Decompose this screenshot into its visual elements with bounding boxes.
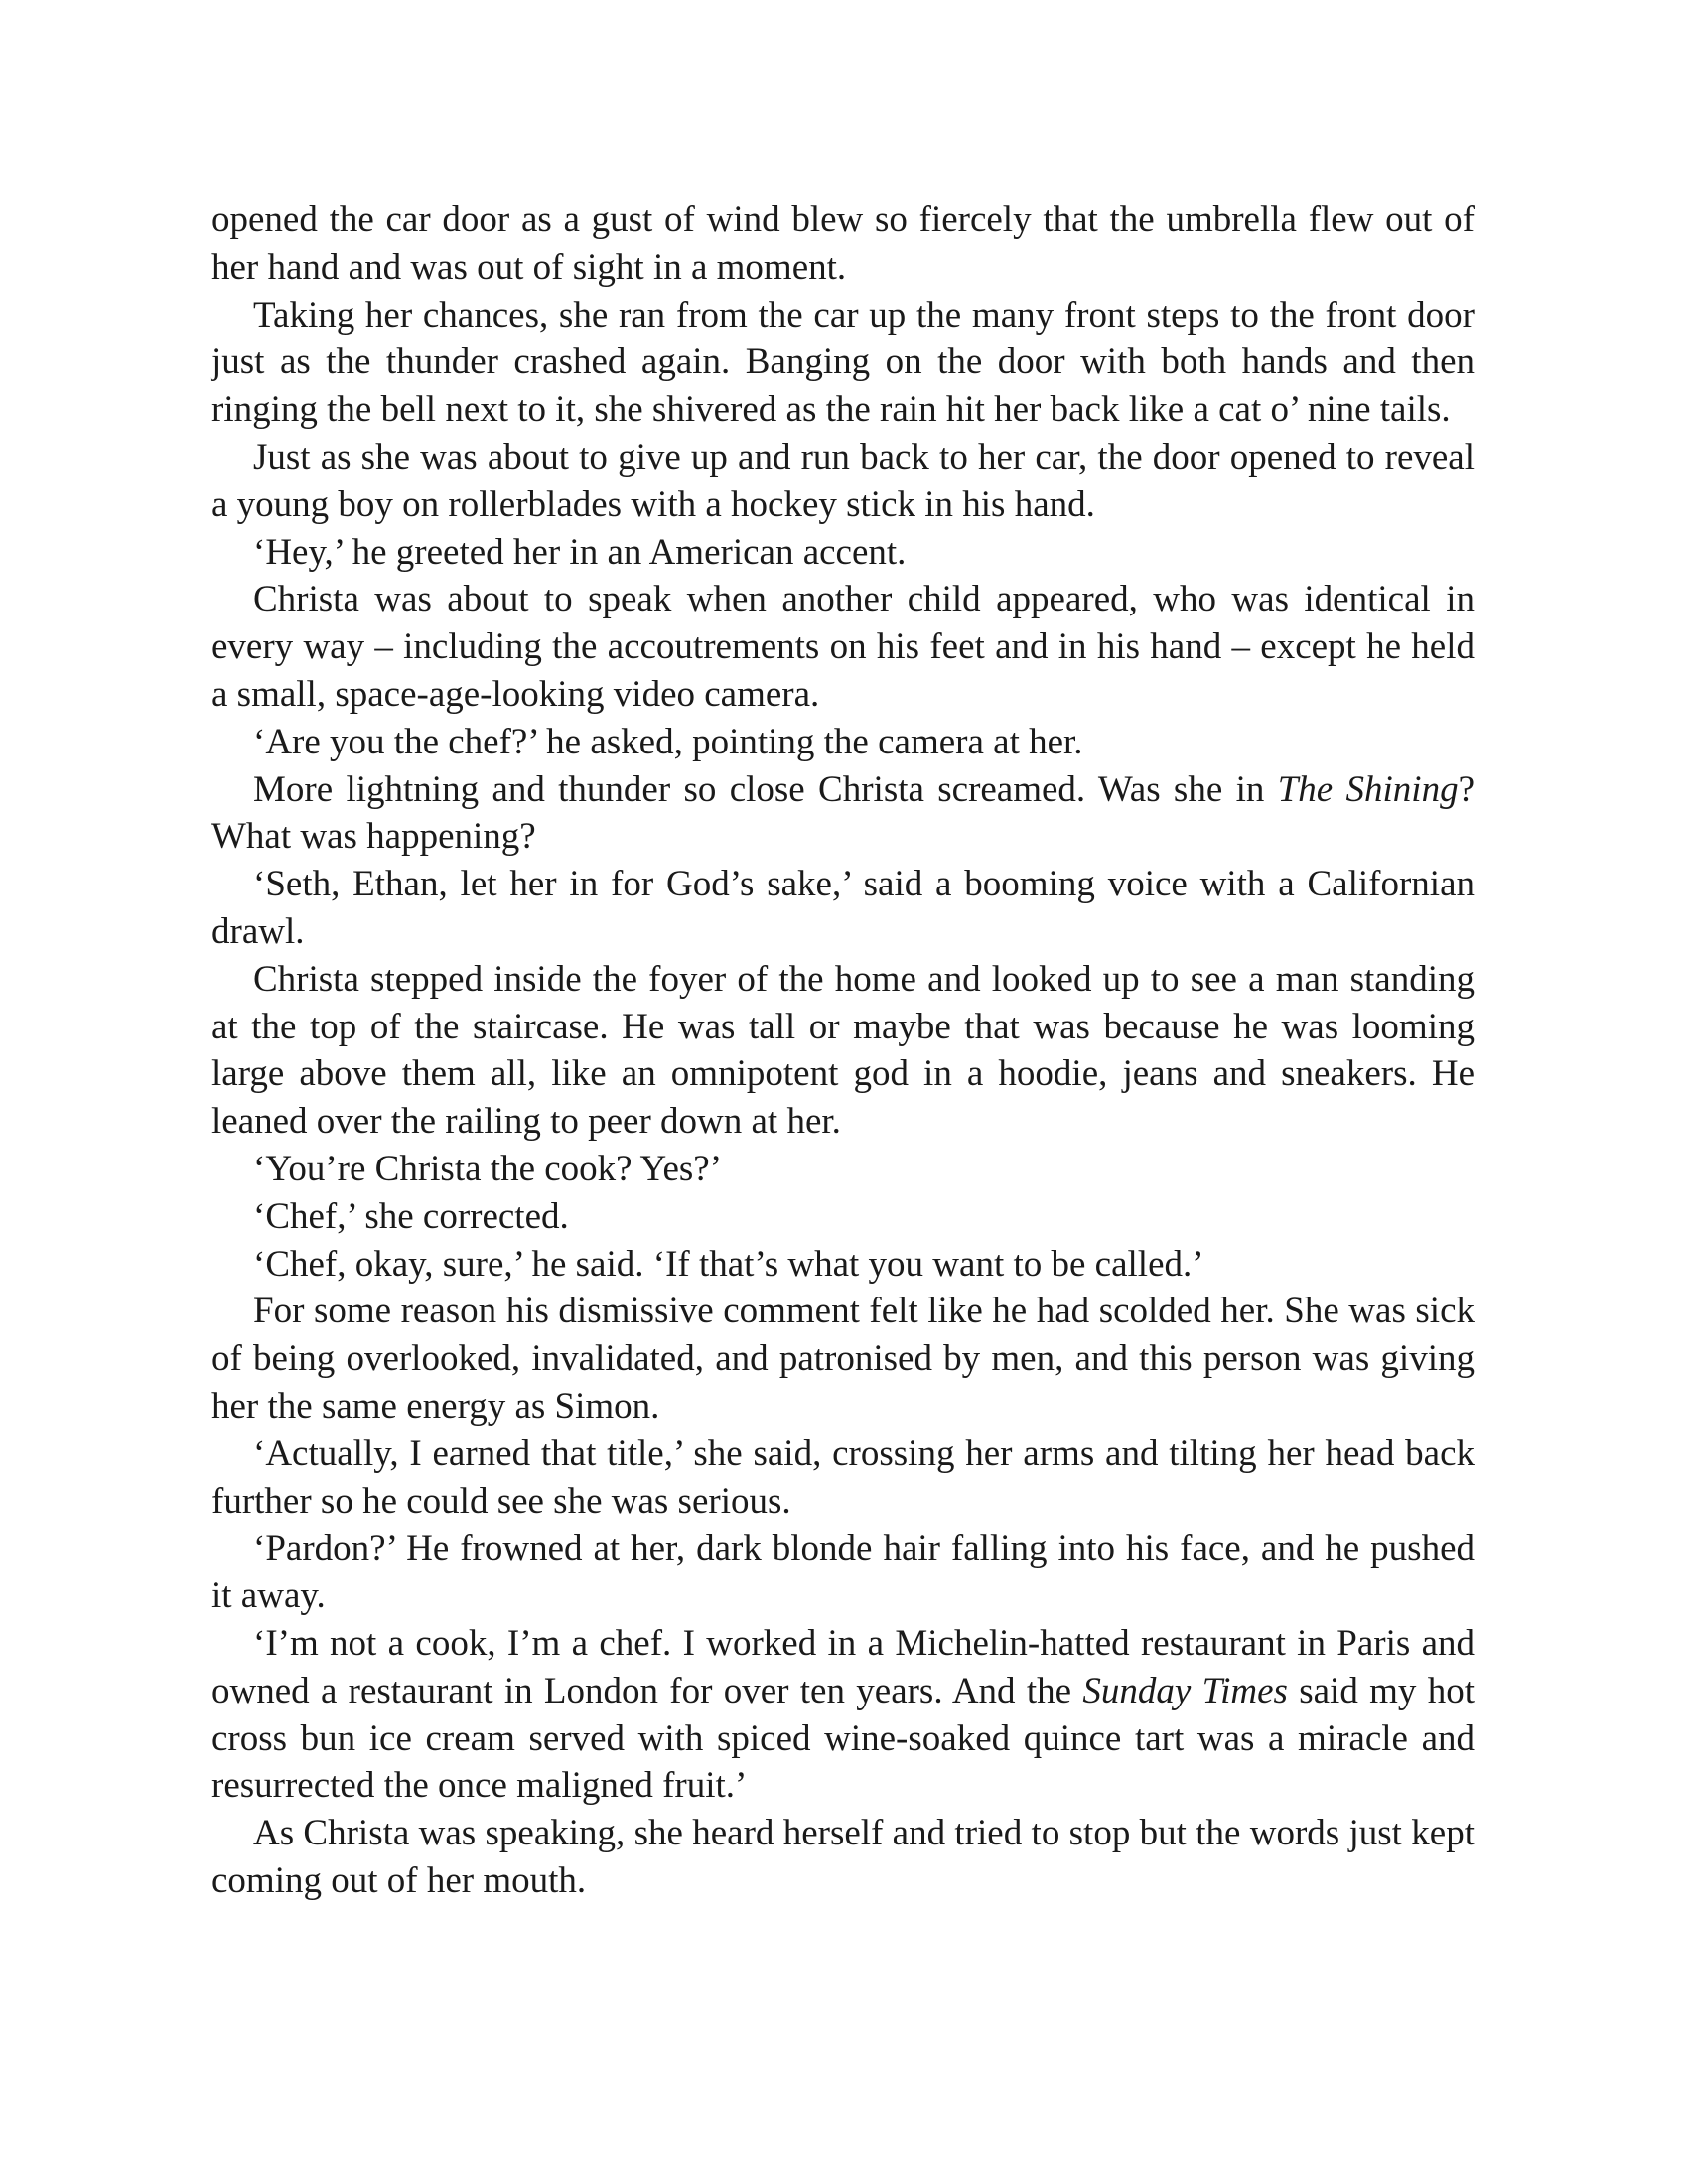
paragraph [211, 529, 1475, 577]
paragraph-text: ‘I’m not a cook, I’m a chef. I worked in a Michelin-hatted restaurant in Paris and owned a restaurant in London for over ten years. And the [211, 1622, 1475, 1711]
paragraph-text: Just as she was about to give up and run back to her car, the door opened to reveal a young boy on rollerblades with a hockey stick in his hand. [211, 436, 1475, 525]
italic-title-text: Sunday Times [1082, 1670, 1288, 1711]
paragraph-text: ‘You’re Christa the cook? Yes?’ [253, 1148, 723, 1189]
paragraph [211, 1193, 1475, 1241]
paragraph [211, 434, 1475, 529]
paragraph-text: For some reason his dismissive comment felt like he had scolded her. She was sick of being overlooked, invalidated, and patronised by men, and this person was giving her the same energy as Simon. [211, 1291, 1475, 1427]
paragraph-text: ‘Hey,’ he greeted her in an American accent. [253, 531, 907, 573]
paragraph [211, 1146, 1475, 1193]
paragraph-text: ‘Pardon?’ He frowned at her, dark blonde hair falling into his face, and he pushed it away. [211, 1528, 1475, 1617]
paragraph-text: opened the car door as a gust of wind blew so fiercely that the umbrella flew out of her hand and was out of sight in a moment. [211, 200, 1475, 288]
paragraph-text: Christa stepped inside the foyer of the home and looked up to see a man standing at the top of the staircase. He was tall or maybe that was because he was looming large above them all, like an omnipotent god in a hoodie, jeans and sneakers. He leaned over the railing to peer down at her. [211, 958, 1475, 1143]
paragraph [211, 197, 1475, 292]
paragraph-text: More lightning and thunder so close Christa screamed. Was she in [253, 768, 1278, 810]
paragraph [211, 1620, 1475, 1810]
paragraph [211, 1525, 1475, 1620]
paragraph-text: ‘Seth, Ethan, let her in for God’s sake,’ said a booming voice with a Californian drawl. [211, 864, 1475, 952]
paragraph-text: said my hot cross bun ice cream served with spiced wine-soaked quince tart was a miracle and resurrected the once maligned fruit.’ [211, 1670, 1475, 1807]
paragraph [211, 576, 1475, 718]
paragraph [211, 1810, 1475, 1905]
italic-title-text: The Shining [1277, 768, 1459, 810]
paragraph-text: ‘Chef,’ she corrected. [253, 1195, 569, 1237]
paragraph [211, 861, 1475, 956]
paragraph-text: ‘Chef, okay, sure,’ he said. ‘If that’s what you want to be called.’ [253, 1243, 1204, 1285]
paragraph-text: Taking her chances, she ran from the car up the many front steps to the front door just as the thunder crashed again. Banging on the door with both hands and then ringing the bell next to it, she shivered as the rain hit her back like a cat o’ nine tails. [211, 294, 1475, 431]
paragraph [211, 766, 1475, 862]
paragraph [211, 719, 1475, 766]
paragraph-text: ‘Are you the chef?’ he asked, pointing the camera at her. [253, 721, 1083, 762]
paragraph [211, 956, 1475, 1146]
paragraph-text: Christa was about to speak when another child appeared, who was identical in every way – including the accoutrements on his feet and in his hand – except he held a small, space-age-looking video camera. [211, 579, 1475, 715]
paragraph-text: As Christa was speaking, she heard herself and tried to stop but the words just kept coming out of her mouth. [211, 1813, 1475, 1901]
book-page-body [211, 197, 1475, 1905]
paragraph [211, 1241, 1475, 1289]
paragraph [211, 1288, 1475, 1430]
paragraph [211, 292, 1475, 434]
paragraph [211, 1431, 1475, 1526]
paragraph-text: ‘Actually, I earned that title,’ she said, crossing her arms and tilting her head back further so he could see she was serious. [211, 1433, 1475, 1522]
paragraph-text: ? What was happening? [211, 768, 1476, 858]
